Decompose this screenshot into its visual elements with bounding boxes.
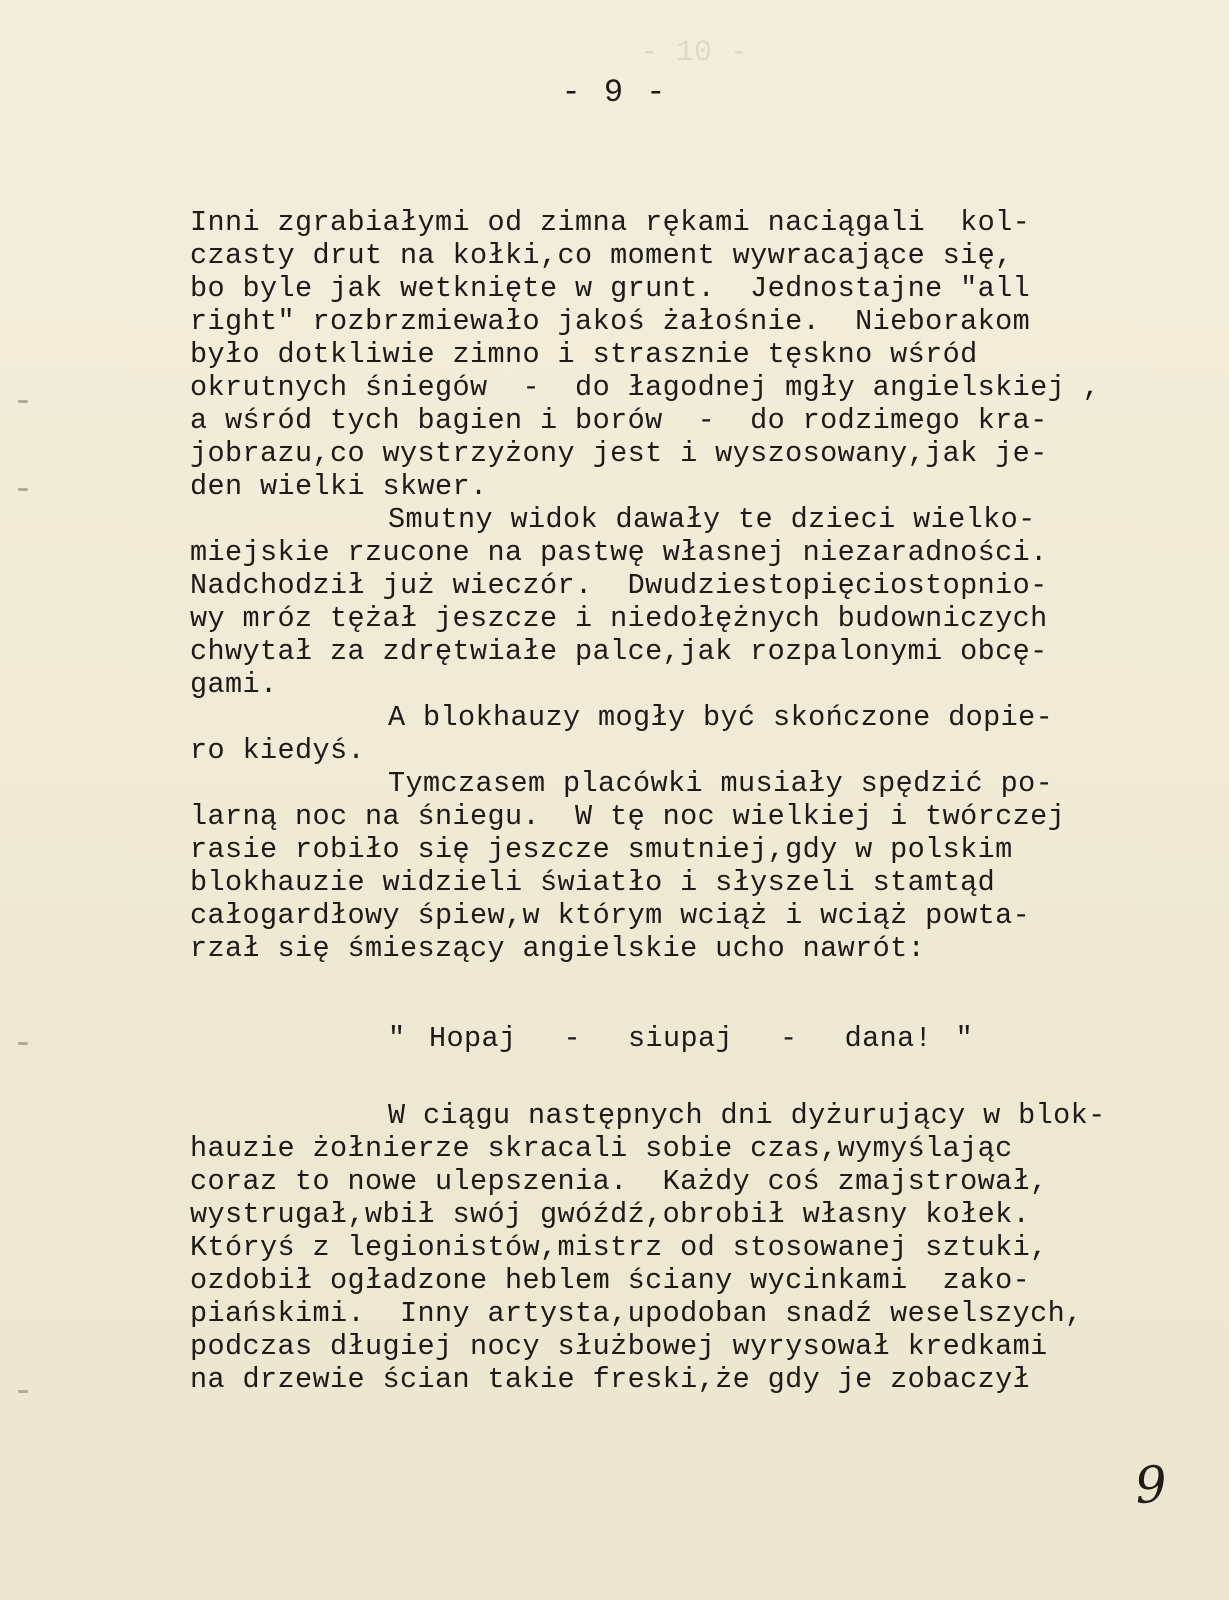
text-line: Któryś z legionistów,mistrz od stosowanej sztuki,	[190, 1231, 1048, 1264]
text-line: na drzewie ścian takie freski,że gdy je zobaczył	[190, 1363, 1031, 1396]
text-line: całogardłowy śpiew,w którym wciąż i wciąż powta-	[190, 899, 1031, 932]
text-line: larną noc na śniegu. W tę noc wielkiej i twórczej	[190, 800, 1066, 833]
text-line: jobrazu,co wystrzyżony jest i wyszosowany,jak je-	[190, 437, 1048, 470]
text-line: podczas długiej nocy służbowej wyrysował kredkami	[190, 1330, 1048, 1363]
text-line: blokhauzie widzieli światło i słyszeli stamtąd	[190, 866, 996, 899]
text-line: rzał się śmieszący angielskie ucho nawrót:	[190, 932, 926, 965]
handwritten-page-number: 9	[1133, 1454, 1169, 1516]
margin-mark	[18, 1042, 28, 1045]
margin-mark	[18, 1390, 28, 1393]
paragraph-3	[190, 701, 1190, 767]
paragraph-2	[190, 503, 1190, 701]
text-line: ro kiedyś.	[190, 734, 366, 767]
text-line: right" rozbrzmiewało jakoś żałośnie. Nieborakom	[190, 305, 1031, 338]
text-line: Tymczasem placówki musiały spędzić po-	[388, 767, 1054, 800]
body-text	[190, 206, 1190, 1396]
text-line: okrutnych śniegów - do łagodnej mgły angielskiej ,	[190, 371, 1101, 404]
text-line: gami.	[190, 668, 278, 701]
spacer	[190, 1055, 1190, 1099]
text-line: było dotkliwie zimno i strasznie tęskno wśród	[190, 338, 978, 371]
margin-mark	[18, 400, 28, 403]
text-line: W ciągu następnych dni dyżurujący w blok-	[388, 1099, 1106, 1132]
text-line: piańskimi. Inny artysta,upodoban snadź weselszych,	[190, 1297, 1083, 1330]
text-line: Smutny widok dawały te dzieci wielko-	[388, 503, 1036, 536]
margin-mark	[18, 488, 28, 491]
paragraph-4	[190, 767, 1190, 965]
page-number: - 9 -	[561, 74, 668, 111]
text-line: Inni zgrabiałymi od zimna rękami naciągali kol-	[190, 206, 1031, 239]
text-line: rasie robiło się jeszcze smutniej,gdy w polskim	[190, 833, 1013, 866]
text-line: Nadchodził już wieczór. Dwudziestopięciostopnio-	[190, 569, 1048, 602]
text-line: a wśród tych bagien i borów - do rodzimego kra-	[190, 404, 1048, 437]
song-refrain: " Hopaj - siupaj - dana! "	[388, 1022, 974, 1055]
text-line: wy mróz tężał jeszcze i niedołężnych budowniczych	[190, 602, 1048, 635]
text-line: wystrugał,wbił swój gwóźdź,obrobił własny kołek.	[190, 1198, 1031, 1231]
text-line: coraz to nowe ulepszenia. Każdy coś zmajstrował,	[190, 1165, 1048, 1198]
spacer	[190, 965, 1190, 1022]
text-line: A blokhauzy mogły być skończone dopie-	[388, 701, 1054, 734]
paragraph-1	[190, 206, 1190, 503]
bleed-through-texture: - 10 -	[640, 36, 749, 70]
text-line: czasty drut na kołki,co moment wywracające się,	[190, 239, 1013, 272]
text-line: den wielki skwer.	[190, 470, 488, 503]
text-line: ozdobił ogładzone heblem ściany wycinkami zako-	[190, 1264, 1031, 1297]
text-line: chwytał za zdrętwiałe palce,jak rozpalonymi obcę-	[190, 635, 1048, 668]
paragraph-5	[190, 1099, 1190, 1396]
text-line: miejskie rzucone na pastwę własnej niezaradności.	[190, 536, 1048, 569]
text-line: hauzie żołnierze skracali sobie czas,wymyślając	[190, 1132, 1013, 1165]
text-line: bo byle jak wetknięte w grunt. Jednostajne "all	[190, 272, 1031, 305]
